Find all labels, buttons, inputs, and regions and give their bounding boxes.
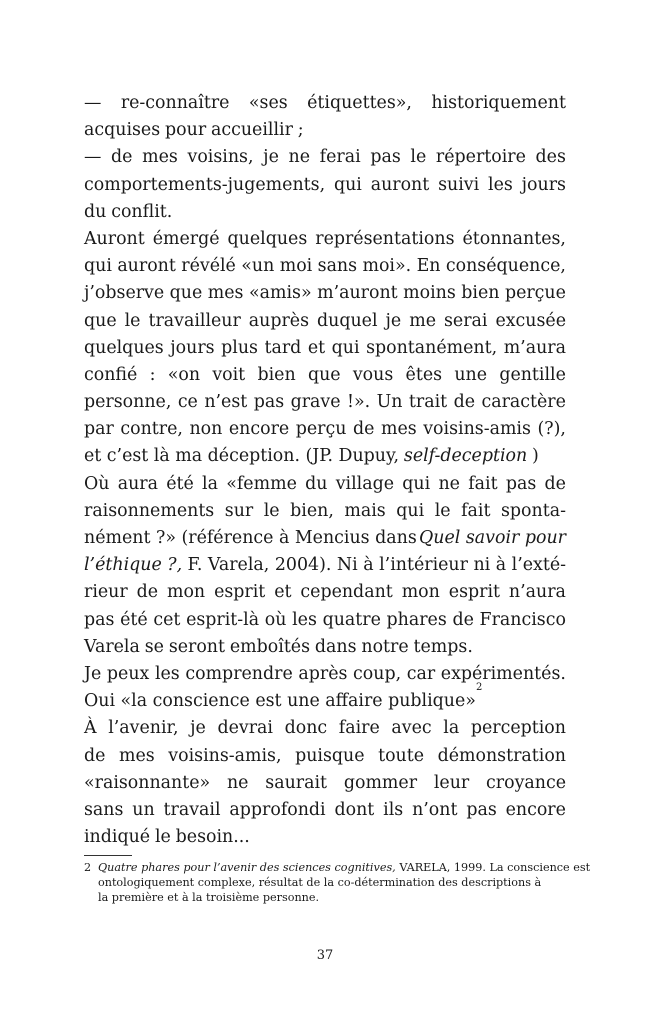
word: quatre: [322, 609, 381, 630]
word: ferai: [319, 147, 361, 168]
word: été: [120, 609, 148, 630]
word: étiquettes»,: [307, 93, 412, 113]
word: qui: [333, 174, 362, 195]
word: où: [264, 609, 287, 630]
word: acquises: [84, 120, 161, 141]
text-segment: Oui «la conscience est une affaire publique»: [84, 691, 476, 712]
word: les: [292, 609, 317, 630]
word: Je: [84, 663, 102, 684]
word: travail: [163, 799, 221, 820]
word: encore: [505, 799, 566, 820]
word: À: [84, 718, 97, 739]
word: de: [544, 473, 566, 494]
word: émergé: [152, 228, 220, 249]
word: de: [136, 582, 159, 603]
word: ;: [297, 120, 304, 141]
page-number: 37: [316, 948, 334, 963]
word: sur: [224, 500, 254, 521]
text-line: [84, 552, 566, 579]
word: quelques: [227, 228, 308, 249]
word: Où: [84, 473, 110, 494]
word: de: [111, 147, 133, 168]
word: jours: [170, 337, 215, 358]
word: m’auront: [317, 283, 398, 304]
word: ils: [383, 799, 404, 820]
word: pas: [466, 799, 497, 820]
word: cet: [153, 609, 181, 630]
footnote-divider: [84, 855, 132, 856]
word: qui: [402, 473, 431, 494]
text-line: [84, 634, 566, 661]
text-line: [84, 824, 566, 851]
word: du: [84, 201, 107, 222]
text-segment: F. Varela, 2004). Ni à l’intérieur ni à l’exté-: [187, 555, 566, 576]
word: suivi: [438, 174, 480, 195]
word: jours: [521, 174, 566, 195]
word: peux: [106, 663, 150, 684]
text-line: [84, 199, 566, 226]
word: m’aura: [503, 337, 566, 358]
text-line: [84, 117, 566, 144]
footnote-line: ontologiquement complexe, résultat de la co-détermination des descriptions à: [98, 876, 542, 890]
word: encore: [228, 419, 290, 440]
word: mes: [380, 419, 417, 440]
word: n’est: [204, 392, 248, 413]
word: le: [154, 827, 171, 848]
footnote-line: [84, 860, 591, 875]
word: le: [434, 500, 451, 521]
word: «femme: [226, 473, 297, 494]
word: des: [535, 147, 566, 168]
word: une: [454, 364, 488, 385]
text-line: [84, 172, 566, 199]
text-line: [84, 416, 566, 443]
word: je: [190, 718, 206, 739]
word: (?),: [537, 419, 566, 440]
word: conflit.: [111, 201, 173, 222]
word: je: [263, 147, 279, 168]
word: contre,: [120, 419, 183, 440]
word: pas: [370, 147, 401, 168]
word: moins: [403, 283, 456, 304]
text-line: [84, 579, 566, 606]
text-line: [84, 797, 566, 824]
word: de: [352, 419, 375, 440]
word: «ses: [248, 93, 288, 113]
word: perçue: [504, 283, 566, 304]
word: du: [305, 473, 328, 494]
word: seront: [168, 636, 226, 657]
word: n’ont: [412, 799, 458, 820]
word: phares: [386, 609, 447, 630]
word: cependant: [300, 582, 393, 603]
text-segment: ): [532, 446, 539, 467]
word: raisonnements: [84, 500, 215, 521]
word: le: [124, 310, 141, 331]
word: conséquence,: [445, 256, 566, 277]
word: mes: [119, 745, 155, 766]
word: comprendre: [185, 663, 293, 684]
word: «amis»: [248, 283, 312, 304]
word: esprit: [214, 582, 266, 603]
word: de: [453, 392, 476, 413]
word: accueillir: [211, 120, 293, 141]
word: ne: [226, 772, 249, 793]
word: «un: [241, 256, 275, 277]
text-segment: nément ?» (référence à Mencius dans: [84, 528, 417, 548]
word: et: [307, 337, 326, 358]
word: qui: [396, 500, 425, 521]
word: ne: [438, 473, 460, 494]
word: perçu: [295, 419, 347, 440]
text-line: [84, 90, 566, 117]
word: personne,: [84, 392, 172, 413]
text-line: [84, 335, 566, 362]
text-segment-italic: Quel savoir pour: [419, 528, 566, 548]
word: pour: [165, 120, 207, 141]
word: étonnantes,: [462, 228, 566, 249]
word: esprit: [448, 582, 500, 603]
word: approfondi: [229, 799, 326, 820]
word: auront: [117, 256, 176, 277]
word: historiquement: [431, 93, 566, 113]
word: :: [149, 364, 156, 385]
word: devrai: [217, 718, 273, 739]
word: moi: [279, 256, 313, 277]
word: bien,: [290, 500, 334, 521]
word: travailleur: [148, 310, 241, 331]
text-line: [84, 362, 566, 389]
text-line: [84, 682, 566, 715]
word: avec: [391, 718, 432, 739]
word: Francisco: [479, 609, 566, 630]
word: grave: [290, 392, 341, 413]
word: tard: [264, 337, 302, 358]
word: mon: [401, 582, 440, 603]
word: trait: [408, 392, 448, 413]
word: bien: [257, 364, 296, 385]
word: la: [202, 473, 218, 494]
word: —: [84, 147, 102, 168]
word: l’avenir,: [108, 718, 179, 739]
word: confié: [84, 364, 138, 385]
word: démonstration: [437, 745, 566, 766]
word: moi».: [362, 256, 412, 277]
word: me: [409, 310, 436, 331]
word: êtes: [405, 364, 443, 385]
footnote-text: VARELA, 1999. La conscience est: [399, 861, 591, 874]
word: été: [166, 473, 194, 494]
text-line: [84, 743, 566, 770]
word: !».: [346, 392, 371, 413]
word: notre: [361, 636, 409, 657]
word: dans: [314, 636, 357, 657]
text-line: [84, 770, 566, 797]
text-line: [84, 607, 566, 634]
text-line: [84, 280, 566, 307]
word: vous: [352, 364, 394, 385]
text-line: [84, 253, 566, 280]
text-segment-italic: l’éthique ?,: [84, 555, 183, 576]
word: les: [154, 663, 180, 684]
text-line: [84, 389, 566, 416]
word: sans: [84, 799, 124, 820]
word: Auront: [84, 228, 145, 249]
word: ne: [288, 147, 311, 168]
word: donc: [284, 718, 328, 739]
word: que: [84, 310, 117, 331]
word: faire: [338, 718, 380, 739]
word: voisins-amis: [423, 419, 531, 440]
word: excusée: [495, 310, 566, 331]
text-line: [84, 471, 566, 498]
word: gentille: [499, 364, 566, 385]
word: fait: [461, 500, 491, 521]
word: de: [84, 745, 106, 766]
word: duquel: [317, 310, 378, 331]
word: révélé: [181, 256, 236, 277]
text-line: [84, 144, 566, 171]
word: auprès: [248, 310, 310, 331]
word: bien: [461, 283, 500, 304]
word: fait: [468, 473, 498, 494]
word: voisins,: [187, 147, 254, 168]
word: de: [452, 609, 474, 630]
text-line: [84, 661, 566, 688]
word: Varela: [84, 636, 140, 657]
word: —: [84, 93, 102, 113]
footnote-title: Quatre phares pour l’avenir des sciences cognitives,: [98, 861, 396, 874]
word: sans: [317, 256, 358, 277]
word: sponta-: [501, 500, 566, 521]
text-line: [84, 308, 566, 335]
word: Un: [376, 392, 403, 413]
word: temps.: [413, 636, 473, 657]
footnote: [84, 860, 591, 906]
text-line: [84, 443, 566, 470]
word: la: [443, 718, 460, 739]
word: pas: [84, 609, 115, 630]
word: le: [410, 147, 427, 168]
word: gommer: [343, 772, 418, 793]
word: dont: [334, 799, 375, 820]
word: leur: [433, 772, 470, 793]
word: re-connaître: [120, 93, 230, 113]
word: et: [274, 582, 292, 603]
word: se: [144, 636, 164, 657]
word: «on: [167, 364, 201, 385]
text-line: [84, 715, 566, 742]
word: le: [263, 500, 280, 521]
word: qui: [84, 256, 112, 277]
text-line: [84, 498, 566, 525]
footnote-number: 2: [84, 861, 92, 874]
word: En: [416, 256, 441, 277]
word: mon: [166, 582, 206, 603]
word: emboîtés: [229, 636, 311, 657]
word: comportements-jugements,: [84, 174, 326, 195]
word: mais: [344, 500, 386, 521]
footnote-reference[interactable]: 2: [475, 682, 483, 694]
main-text: [84, 90, 566, 851]
word: représentations: [315, 228, 455, 249]
footnote-line: la première et à la troisième personne.: [98, 891, 320, 905]
word: après: [298, 663, 348, 684]
word: pas: [505, 473, 537, 494]
word: car: [406, 663, 436, 684]
word: village: [335, 473, 395, 494]
word: les: [488, 174, 513, 195]
word: aura: [117, 473, 158, 494]
word: plus: [221, 337, 258, 358]
word: répertoire: [435, 147, 526, 168]
word: qui: [331, 337, 360, 358]
word: mes: [207, 283, 244, 304]
word: par: [84, 419, 114, 440]
word: mes: [142, 147, 178, 168]
word: que: [169, 283, 203, 304]
word: saurait: [265, 772, 328, 793]
word: besoin...: [175, 827, 250, 848]
text-line: [84, 525, 566, 552]
word: n’aura: [508, 582, 566, 603]
word: pas: [253, 392, 285, 413]
word: «raisonnante»: [84, 772, 211, 793]
word: puisque: [295, 745, 365, 766]
word: toute: [378, 745, 425, 766]
word: expérimentés.: [440, 663, 566, 684]
word: un: [132, 799, 155, 820]
word: rieur: [84, 582, 128, 603]
text-segment-italic: self-deception: [403, 446, 528, 467]
word: voisins-amis,: [168, 745, 282, 766]
word: non: [189, 419, 223, 440]
word: voit: [212, 364, 246, 385]
word: je: [385, 310, 402, 331]
word: caractère: [481, 392, 566, 413]
word: que: [307, 364, 341, 385]
word: serai: [443, 310, 488, 331]
word: coup,: [353, 663, 402, 684]
word: esprit-là: [186, 609, 260, 630]
word: indiqué: [84, 827, 151, 848]
word: j’observe: [84, 283, 165, 304]
text-segment: et c’est là ma déception. (JP. Dupuy,: [84, 446, 400, 467]
word: croyance: [486, 772, 566, 793]
word: quelques: [84, 337, 164, 358]
word: ce: [177, 392, 198, 413]
word: spontanément,: [366, 337, 498, 358]
word: perception: [470, 718, 566, 739]
text-line: [84, 226, 566, 253]
word: auront: [370, 174, 430, 195]
